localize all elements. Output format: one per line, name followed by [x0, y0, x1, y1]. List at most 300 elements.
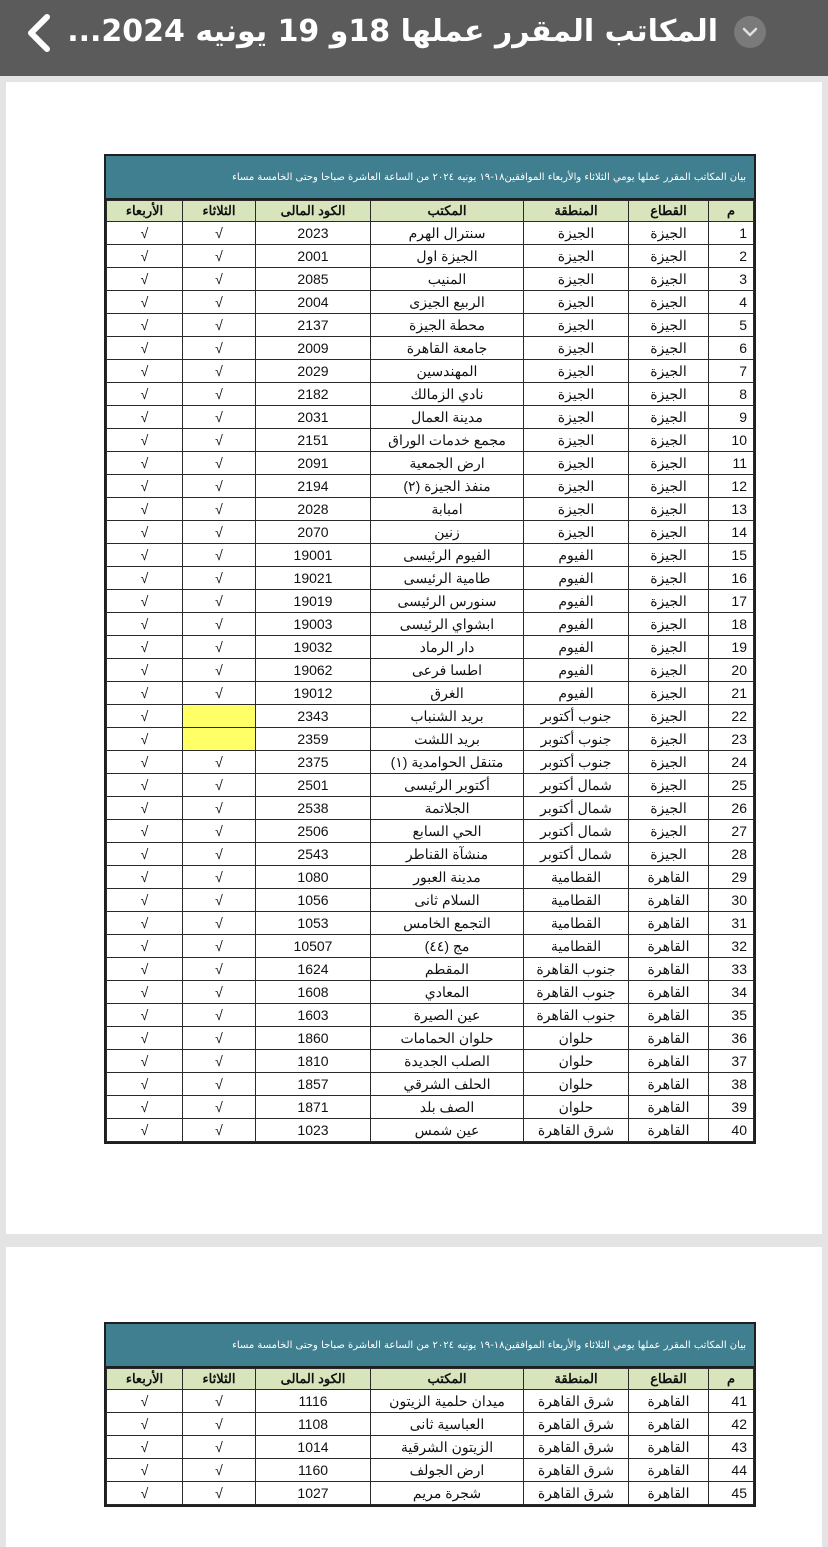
cell-office: جامعة القاهرة [371, 337, 524, 360]
cell-region: الجيزة [524, 268, 629, 291]
cell-tuesday: √ [183, 774, 256, 797]
cell-tuesday: √ [183, 751, 256, 774]
table-row [107, 1004, 754, 1027]
cell-region: شمال أكتوبر [524, 843, 629, 866]
cell-tuesday: √ [183, 981, 256, 1004]
table-row [107, 521, 754, 544]
cell-region: جنوب القاهرة [524, 958, 629, 981]
cell-number: 24 [709, 751, 754, 774]
cell-sector: القاهرة [629, 1096, 709, 1119]
table-row [107, 222, 754, 245]
cell-code: 2506 [256, 820, 371, 843]
cell-tuesday: √ [183, 337, 256, 360]
cell-wednesday: √ [107, 314, 183, 337]
table-row [107, 1390, 754, 1413]
cell-number: 35 [709, 1004, 754, 1027]
cell-code: 19032 [256, 636, 371, 659]
offices-table-sheet [104, 154, 756, 1144]
cell-office: سنترال الهرم [371, 222, 524, 245]
cell-code: 2028 [256, 498, 371, 521]
cell-region: الجيزة [524, 383, 629, 406]
cell-wednesday: √ [107, 1004, 183, 1027]
cell-region: الفيوم [524, 682, 629, 705]
col-header-wednesday: الأربعاء [107, 201, 183, 222]
col-header-code: الكود المالى [256, 1369, 371, 1390]
cell-office: متنقل الحوامدية (١) [371, 751, 524, 774]
col-header-tuesday: الثلاثاء [183, 201, 256, 222]
table-row [107, 406, 754, 429]
cell-region: الجيزة [524, 337, 629, 360]
cell-number: 31 [709, 912, 754, 935]
cell-tuesday: √ [183, 1027, 256, 1050]
table-row [107, 360, 754, 383]
cell-wednesday: √ [107, 774, 183, 797]
cell-wednesday: √ [107, 291, 183, 314]
cell-code: 1027 [256, 1482, 371, 1505]
cell-sector: الجيزة [629, 843, 709, 866]
cell-sector: الجيزة [629, 337, 709, 360]
cell-number: 20 [709, 659, 754, 682]
cell-sector: القاهرة [629, 1390, 709, 1413]
table-row [107, 383, 754, 406]
cell-wednesday: √ [107, 797, 183, 820]
cell-office: الفيوم الرئيسى [371, 544, 524, 567]
cell-code: 1053 [256, 912, 371, 935]
cell-wednesday: √ [107, 889, 183, 912]
cell-tuesday: √ [183, 935, 256, 958]
cell-tuesday: √ [183, 406, 256, 429]
cell-wednesday: √ [107, 981, 183, 1004]
cell-tuesday: √ [183, 268, 256, 291]
cell-tuesday: √ [183, 682, 256, 705]
table-row [107, 590, 754, 613]
table-row [107, 567, 754, 590]
cell-office: الجلاتمة [371, 797, 524, 820]
cell-wednesday: √ [107, 1436, 183, 1459]
table-row [107, 1482, 754, 1505]
table-row [107, 797, 754, 820]
cell-wednesday: √ [107, 935, 183, 958]
cell-sector: الجيزة [629, 728, 709, 751]
table-row [107, 291, 754, 314]
table-row [107, 889, 754, 912]
cell-code: 19001 [256, 544, 371, 567]
table-row [107, 820, 754, 843]
cell-number: 38 [709, 1073, 754, 1096]
cell-sector: القاهرة [629, 958, 709, 981]
cell-tuesday: √ [183, 498, 256, 521]
cell-number: 9 [709, 406, 754, 429]
cell-sector: الجيزة [629, 590, 709, 613]
cell-office: الجيزة اول [371, 245, 524, 268]
table-row [107, 1073, 754, 1096]
cell-sector: القاهرة [629, 1027, 709, 1050]
cell-wednesday: √ [107, 222, 183, 245]
cell-region: الجيزة [524, 291, 629, 314]
cell-wednesday: √ [107, 728, 183, 751]
cell-office: الصلب الجديدة [371, 1050, 524, 1073]
cell-tuesday: √ [183, 843, 256, 866]
cell-number: 17 [709, 590, 754, 613]
cell-number: 6 [709, 337, 754, 360]
table-banner: بيان المكاتب المقرر عملها يومي الثلاثاء والأربعاء الموافقين١٨-١٩ يونيه ٢٠٢٤ من الساعة العاشرة صباحا وحتى الخامسة مساء [106, 156, 754, 200]
cell-wednesday: √ [107, 245, 183, 268]
cell-office: بريد اللشت [371, 728, 524, 751]
cell-code: 1857 [256, 1073, 371, 1096]
cell-tuesday: √ [183, 797, 256, 820]
cell-region: شرق القاهرة [524, 1390, 629, 1413]
cell-wednesday: √ [107, 682, 183, 705]
cell-region: حلوان [524, 1027, 629, 1050]
col-header-sector: القطاع [629, 1369, 709, 1390]
cell-wednesday: √ [107, 383, 183, 406]
cell-tuesday: √ [183, 429, 256, 452]
cell-sector: القاهرة [629, 1482, 709, 1505]
cell-office: المهندسين [371, 360, 524, 383]
cell-wednesday: √ [107, 544, 183, 567]
col-header-region: المنطقة [524, 201, 629, 222]
cell-number: 44 [709, 1459, 754, 1482]
cell-wednesday: √ [107, 360, 183, 383]
cell-office: زنين [371, 521, 524, 544]
cell-sector: الجيزة [629, 820, 709, 843]
cell-tuesday: √ [183, 889, 256, 912]
cell-office: منشآة القناطر [371, 843, 524, 866]
cell-tuesday: √ [183, 544, 256, 567]
cell-office: سنورس الرئيسى [371, 590, 524, 613]
cell-code: 2004 [256, 291, 371, 314]
cell-office: السلام ثانى [371, 889, 524, 912]
table-row [107, 1119, 754, 1142]
table-row [107, 659, 754, 682]
cell-wednesday: √ [107, 1073, 183, 1096]
cell-code: 2091 [256, 452, 371, 475]
cell-office: اطسا فرعى [371, 659, 524, 682]
cell-code: 1860 [256, 1027, 371, 1050]
cell-sector: القاهرة [629, 1050, 709, 1073]
cell-wednesday: √ [107, 1459, 183, 1482]
cell-region: جنوب القاهرة [524, 1004, 629, 1027]
cell-sector: الجيزة [629, 452, 709, 475]
cell-tuesday: √ [183, 314, 256, 337]
cell-wednesday: √ [107, 337, 183, 360]
cell-office: الغرق [371, 682, 524, 705]
cell-office: محطة الجيزة [371, 314, 524, 337]
cell-office: التجمع الخامس [371, 912, 524, 935]
cell-code: 19012 [256, 682, 371, 705]
table-row [107, 1096, 754, 1119]
cell-tuesday: √ [183, 1482, 256, 1505]
cell-code: 2029 [256, 360, 371, 383]
cell-region: الجيزة [524, 222, 629, 245]
table-row [107, 1459, 754, 1482]
cell-office: المعادي [371, 981, 524, 1004]
cell-wednesday: √ [107, 1413, 183, 1436]
chevron-left-icon [25, 13, 53, 53]
cell-office: مجمع خدمات الوراق [371, 429, 524, 452]
cell-code: 2543 [256, 843, 371, 866]
cell-region: الجيزة [524, 498, 629, 521]
cell-number: 12 [709, 475, 754, 498]
table-row [107, 1436, 754, 1459]
chevron-down-icon [742, 26, 758, 38]
cell-region: الفيوم [524, 544, 629, 567]
cell-wednesday: √ [107, 1482, 183, 1505]
table-row [107, 843, 754, 866]
cell-office: الزيتون الشرقية [371, 1436, 524, 1459]
table-row [107, 1413, 754, 1436]
cell-code: 1014 [256, 1436, 371, 1459]
cell-tuesday: √ [183, 1096, 256, 1119]
cell-number: 4 [709, 291, 754, 314]
cell-office: أكتوبر الرئيسى [371, 774, 524, 797]
cell-sector: الجيزة [629, 751, 709, 774]
cell-code: 1056 [256, 889, 371, 912]
cell-code: 2137 [256, 314, 371, 337]
cell-wednesday: √ [107, 912, 183, 935]
cell-number: 42 [709, 1413, 754, 1436]
cell-number: 40 [709, 1119, 754, 1142]
cell-number: 18 [709, 613, 754, 636]
cell-sector: الجيزة [629, 544, 709, 567]
cell-office: بريد الشنباب [371, 705, 524, 728]
cell-code: 2359 [256, 728, 371, 751]
cell-region: القطامية [524, 912, 629, 935]
cell-region: شرق القاهرة [524, 1436, 629, 1459]
table-row [107, 613, 754, 636]
cell-tuesday: √ [183, 1004, 256, 1027]
cell-code: 19062 [256, 659, 371, 682]
cell-office: العباسية ثانى [371, 1413, 524, 1436]
cell-tuesday: √ [183, 521, 256, 544]
cell-region: الجيزة [524, 360, 629, 383]
cell-wednesday: √ [107, 958, 183, 981]
cell-tuesday: √ [183, 613, 256, 636]
cell-sector: الجيزة [629, 682, 709, 705]
cell-code: 1624 [256, 958, 371, 981]
cell-wednesday: √ [107, 406, 183, 429]
cell-tuesday: √ [183, 1413, 256, 1436]
cell-number: 2 [709, 245, 754, 268]
cell-office: ابشواي الرئيسى [371, 613, 524, 636]
cell-code: 19021 [256, 567, 371, 590]
cell-region: حلوان [524, 1073, 629, 1096]
cell-sector: الجيزة [629, 567, 709, 590]
cell-number: 32 [709, 935, 754, 958]
table-header-row [107, 201, 754, 222]
cell-wednesday: √ [107, 751, 183, 774]
cell-code: 1116 [256, 1390, 371, 1413]
cell-sector: الجيزة [629, 797, 709, 820]
col-header-number: م [709, 201, 754, 222]
cell-region: الفيوم [524, 613, 629, 636]
table-row [107, 751, 754, 774]
cell-code: 2194 [256, 475, 371, 498]
cell-wednesday: √ [107, 636, 183, 659]
cell-wednesday: √ [107, 1050, 183, 1073]
cell-office: مدينة العبور [371, 866, 524, 889]
cell-office: شجرة مريم [371, 1482, 524, 1505]
cell-wednesday: √ [107, 567, 183, 590]
cell-tuesday: √ [183, 590, 256, 613]
cell-number: 23 [709, 728, 754, 751]
cell-code: 2009 [256, 337, 371, 360]
col-header-number: م [709, 1369, 754, 1390]
cell-code: 2085 [256, 268, 371, 291]
cell-tuesday: √ [183, 245, 256, 268]
cell-office: نادي الزمالك [371, 383, 524, 406]
cell-office: ارض الجولف [371, 1459, 524, 1482]
cell-region: الجيزة [524, 314, 629, 337]
table-row [107, 958, 754, 981]
cell-sector: القاهرة [629, 981, 709, 1004]
cell-sector: القاهرة [629, 1413, 709, 1436]
cell-tuesday: √ [183, 659, 256, 682]
cell-number: 3 [709, 268, 754, 291]
cell-sector: الجيزة [629, 774, 709, 797]
cell-office: حلوان الحمامات [371, 1027, 524, 1050]
cell-tuesday: √ [183, 567, 256, 590]
cell-code: 10507 [256, 935, 371, 958]
cell-number: 21 [709, 682, 754, 705]
cell-tuesday: √ [183, 820, 256, 843]
cell-code: 1871 [256, 1096, 371, 1119]
cell-region: شمال أكتوبر [524, 774, 629, 797]
cell-wednesday: √ [107, 843, 183, 866]
col-header-region: المنطقة [524, 1369, 629, 1390]
cell-region: جنوب أكتوبر [524, 705, 629, 728]
cell-sector: القاهرة [629, 866, 709, 889]
cell-region: القطامية [524, 866, 629, 889]
col-header-tuesday: الثلاثاء [183, 1369, 256, 1390]
cell-region: الجيزة [524, 429, 629, 452]
cell-sector: القاهرة [629, 1073, 709, 1096]
table-row [107, 912, 754, 935]
cell-tuesday: √ [183, 452, 256, 475]
cell-number: 36 [709, 1027, 754, 1050]
cell-number: 7 [709, 360, 754, 383]
cell-number: 16 [709, 567, 754, 590]
offices-table-2 [106, 1368, 754, 1505]
table-row [107, 1027, 754, 1050]
cell-office: دار الرماد [371, 636, 524, 659]
cell-wednesday: √ [107, 521, 183, 544]
cell-wednesday: √ [107, 268, 183, 291]
cell-code: 2343 [256, 705, 371, 728]
cell-sector: الجيزة [629, 636, 709, 659]
table-row [107, 452, 754, 475]
cell-wednesday: √ [107, 452, 183, 475]
cell-number: 1 [709, 222, 754, 245]
document-page-2 [6, 1247, 822, 1547]
cell-code: 1160 [256, 1459, 371, 1482]
cell-office: عين الصيرة [371, 1004, 524, 1027]
cell-region: الجيزة [524, 406, 629, 429]
cell-code: 1608 [256, 981, 371, 1004]
cell-region: الجيزة [524, 245, 629, 268]
cell-number: 43 [709, 1436, 754, 1459]
table-row [107, 774, 754, 797]
cell-office: الحي السابع [371, 820, 524, 843]
cell-number: 8 [709, 383, 754, 406]
cell-number: 33 [709, 958, 754, 981]
table-row [107, 1050, 754, 1073]
cell-code: 1810 [256, 1050, 371, 1073]
cell-sector: الجيزة [629, 268, 709, 291]
cell-sector: القاهرة [629, 935, 709, 958]
cell-region: القطامية [524, 935, 629, 958]
cell-number: 5 [709, 314, 754, 337]
cell-tuesday: √ [183, 475, 256, 498]
cell-sector: الجيزة [629, 429, 709, 452]
cell-office: مدينة العمال [371, 406, 524, 429]
table-row [107, 544, 754, 567]
cell-tuesday: √ [183, 958, 256, 981]
cell-region: الفيوم [524, 659, 629, 682]
cell-region: الفيوم [524, 636, 629, 659]
table-row [107, 268, 754, 291]
cell-number: 22 [709, 705, 754, 728]
cell-office: الربيع الجيزى [371, 291, 524, 314]
back-button[interactable] [14, 8, 64, 58]
col-header-office: المكتب [371, 201, 524, 222]
title-dropdown-button[interactable] [734, 16, 766, 48]
top-bar [0, 0, 828, 76]
cell-office: منفذ الجيزة (٢) [371, 475, 524, 498]
cell-office: عين شمس [371, 1119, 524, 1142]
cell-code: 1023 [256, 1119, 371, 1142]
cell-number: 27 [709, 820, 754, 843]
table-row [107, 245, 754, 268]
cell-code: 2031 [256, 406, 371, 429]
cell-code: 1603 [256, 1004, 371, 1027]
col-header-wednesday: الأربعاء [107, 1369, 183, 1390]
cell-sector: الجيزة [629, 245, 709, 268]
cell-region: حلوان [524, 1096, 629, 1119]
cell-region: شمال أكتوبر [524, 797, 629, 820]
table-header-row [107, 1369, 754, 1390]
cell-office: المنيب [371, 268, 524, 291]
cell-code: 2070 [256, 521, 371, 544]
cell-code: 1080 [256, 866, 371, 889]
cell-code: 2023 [256, 222, 371, 245]
document-page-1 [6, 82, 822, 1234]
cell-number: 41 [709, 1390, 754, 1413]
cell-wednesday: √ [107, 1119, 183, 1142]
cell-tuesday: √ [183, 1119, 256, 1142]
cell-number: 10 [709, 429, 754, 452]
table-row [107, 981, 754, 1004]
cell-office: ميدان حلمية الزيتون [371, 1390, 524, 1413]
cell-region: شرق القاهرة [524, 1119, 629, 1142]
cell-tuesday: √ [183, 866, 256, 889]
table-row [107, 475, 754, 498]
cell-tuesday: √ [183, 912, 256, 935]
cell-sector: الجيزة [629, 613, 709, 636]
cell-region: الجيزة [524, 521, 629, 544]
cell-tuesday: √ [183, 636, 256, 659]
offices-table [106, 200, 754, 1142]
cell-code: 19003 [256, 613, 371, 636]
cell-region: الجيزة [524, 475, 629, 498]
cell-region: الجيزة [524, 452, 629, 475]
cell-region: شرق القاهرة [524, 1413, 629, 1436]
cell-code: 2151 [256, 429, 371, 452]
cell-wednesday: √ [107, 590, 183, 613]
cell-tuesday: √ [183, 1436, 256, 1459]
cell-number: 39 [709, 1096, 754, 1119]
cell-sector: الجيزة [629, 291, 709, 314]
